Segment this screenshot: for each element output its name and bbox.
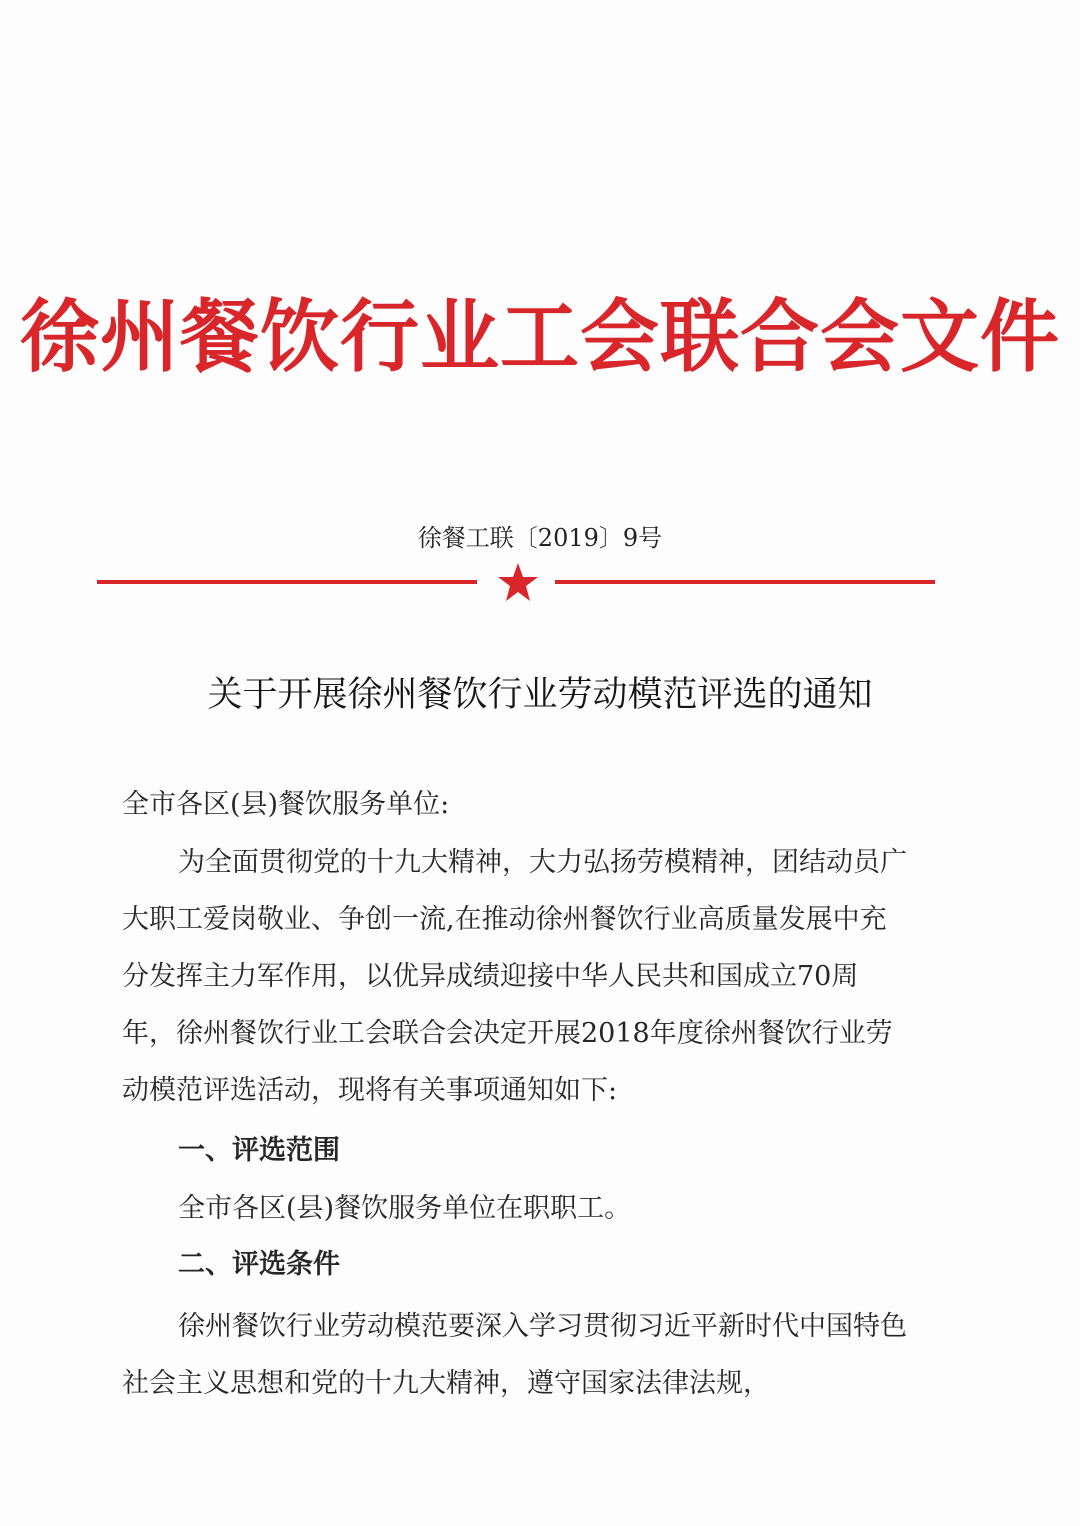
notice-title: 关于开展徐州餐饮行业劳动模范评选的通知 bbox=[207, 675, 873, 715]
salutation: 全市各区(县)餐饮服务单位: bbox=[122, 789, 450, 820]
paragraph-intro: 为全面贯彻党的十九大精神，大力弘扬劳模精神，团结动员广大职工爱岗敬业、争创一流,在推动徐州餐饮行业高质量发展中充分发挥主力军作用，以优异成绩迎接中华人民共和国成立70周年，徐州餐饮行业工会联合会决定开展2018年度徐州餐饮行业劳动模范评选活动，现将有关事项通知如下: bbox=[122, 847, 907, 1106]
paragraph-criteria: 徐州餐饮行业劳动模范要深入学习贯彻习近平新时代中国特色社会主义思想和党的十九大精神，遵守国家法律法规， bbox=[122, 1311, 907, 1399]
section-heading-scope: 一、评选范围 bbox=[178, 1135, 340, 1166]
section-heading-criteria: 二、评选条件 bbox=[178, 1249, 340, 1280]
red-rule-right bbox=[555, 580, 935, 584]
red-star-icon bbox=[496, 560, 540, 604]
section-text-scope: 全市各区(县)餐饮服务单位在职职工。 bbox=[178, 1193, 632, 1224]
document-header: 徐州餐饮行业工会联合会文件 bbox=[20, 290, 1060, 383]
red-rule-left bbox=[97, 580, 477, 584]
document-number: 徐餐工联〔2019〕9号 bbox=[417, 524, 663, 552]
